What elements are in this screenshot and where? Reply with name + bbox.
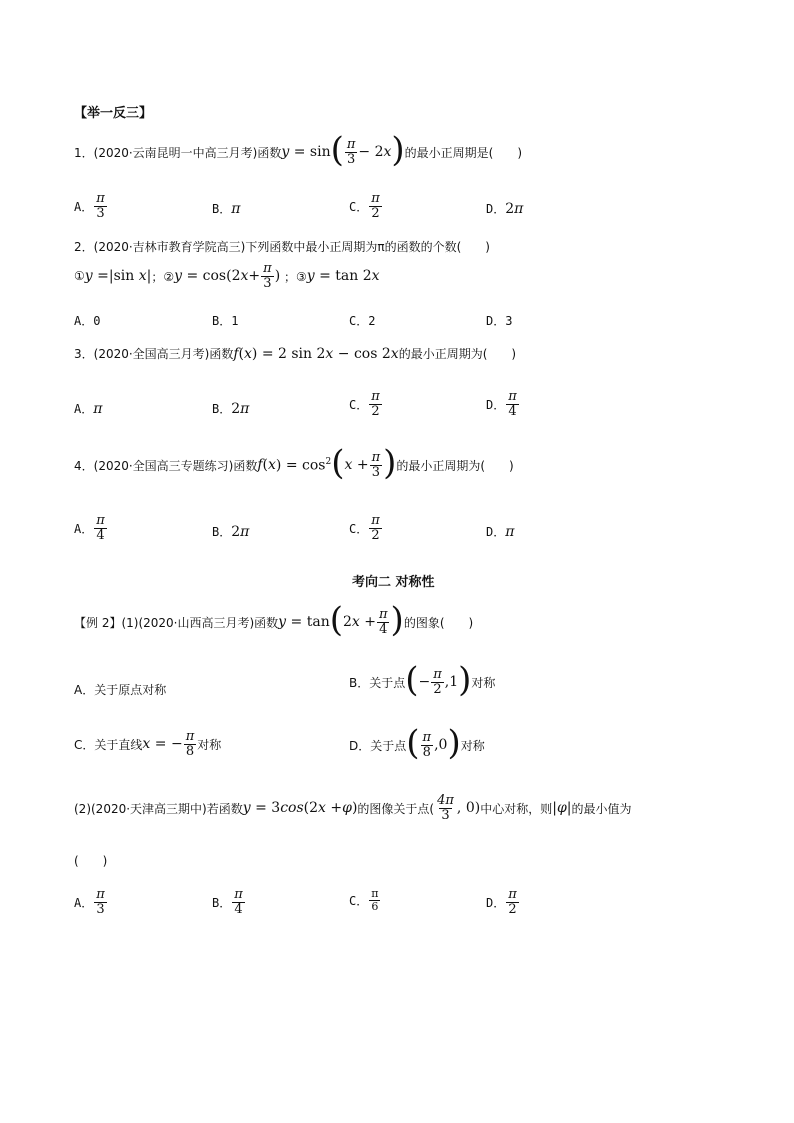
section-header: 【举一反三】 xyxy=(74,106,153,121)
q3-prefix: 3．(2020·全国高三月考)函数 xyxy=(74,347,234,361)
q1-prefix: 1．(2020·云南昆明一中高三月考)函数 xyxy=(74,145,282,160)
ex2-p2-formula: y = 3cos(2x +φ) xyxy=(242,800,358,817)
q1-formula: y = sin ( $\frac{\pi}{3}$ − 2 x ) xyxy=(281,130,405,170)
ex2-p1-prefix: (1)(2020·山西高三月考)函数 xyxy=(121,615,279,630)
q4-formula: f ( x ) = $\cos^2$ ( x + $\frac{\pi}{3}$ ) xyxy=(257,443,397,483)
question-3-stem xyxy=(74,345,516,362)
question-2-stem: 2．(2020·吉林市教育学院高三)下列函数中最小正周期为π的函数的个数( ) xyxy=(74,240,490,254)
q3-option-d: D． $\frac{\pi}{4}$ xyxy=(486,389,517,419)
q3-option-c: C． $\frac{\pi}{2}$ xyxy=(349,389,380,419)
ex2-p1-option-d: D． 关于点 ( $\frac{\pi}{8}$ ,0 ) 对称 xyxy=(349,723,485,763)
q3-option-a: A． π xyxy=(74,400,103,417)
q2-option-c: C．2 xyxy=(349,314,376,328)
q2-option-d: D．3 xyxy=(486,314,513,328)
q4-prefix: 4．(2020·全国高三专题练习)函数 xyxy=(74,458,258,473)
ex2-p2-option-c: C． $\frac{\pi}{6}$ xyxy=(349,887,379,913)
ex2-p2-option-b: B． $\frac{\pi}{4}$ xyxy=(212,887,243,917)
question-4-stem xyxy=(74,443,514,483)
q2-option-b: B．1 xyxy=(212,314,239,328)
q1-option-a: A． $\frac{\pi}{3}$ xyxy=(74,191,105,221)
q4-option-d: D． π xyxy=(486,523,515,540)
q4-suffix: 的最小正周期为( ) xyxy=(396,458,514,473)
ex2-label: 【例 2】 xyxy=(74,615,122,630)
example-2-part-2-stem: (2)(2020·天津高三期中)若函数 y = 3cos(2x +φ) 的图像关于点( $\frac{4\pi}{3}$ , 0) 中心对称，则 | φ | 的最小值为 xyxy=(74,793,632,823)
ex2-p1-formula: y = tan ( 2 x + $\frac{\pi}{4}$ ) xyxy=(278,600,404,640)
q4-option-a: A． $\frac{\pi}{4}$ xyxy=(74,513,105,543)
question-1-stem xyxy=(74,130,523,170)
q4-option-b: B． 2 π xyxy=(212,523,250,540)
ex2-p2-option-d: D． $\frac{\pi}{2}$ xyxy=(486,887,517,917)
q2-option-a: A．0 xyxy=(74,314,101,328)
ex2-p2-option-a: A． $\frac{\pi}{3}$ xyxy=(74,887,105,917)
q1-option-d: D． 2 π xyxy=(486,200,524,217)
q2-functions: ① y =|sin x | ；② y = cos(2 x + $\frac{\pi}{3}$ ) ；③ y = tan 2 x xyxy=(74,261,380,291)
example-2-part-1-stem xyxy=(74,600,474,640)
q1-option-c: C． $\frac{\pi}{2}$ xyxy=(349,191,380,221)
q1-suffix: 的最小正周期是( ) xyxy=(404,145,523,160)
q4-option-c: C． $\frac{\pi}{2}$ xyxy=(349,513,380,543)
ex2-p1-option-a: A．关于原点对称 xyxy=(74,683,167,697)
ex2-p1-option-b: B． 关于点 ( − $\frac{\pi}{2}$ ,1 ) 对称 xyxy=(349,660,496,700)
ex2-p2-prefix: (2)(2020·天津高三期中)若函数 xyxy=(74,801,243,816)
q3-formula: f(x) = 2 sin 2x − cos 2x xyxy=(233,345,399,362)
ex2-p2-paren: ( ) xyxy=(74,854,108,868)
q1-option-b: B． π xyxy=(212,200,241,217)
q3-option-b: B． 2 π xyxy=(212,400,250,417)
ex2-p1-option-c: C． 关于直线 x = − $\frac{\pi}{8}$ 对称 xyxy=(74,729,222,759)
section-title: 考向二 对称性 xyxy=(352,575,435,590)
ex2-p1-suffix: 的图象( ) xyxy=(403,615,474,630)
q3-suffix: 的最小正周期为( ) xyxy=(398,347,517,361)
